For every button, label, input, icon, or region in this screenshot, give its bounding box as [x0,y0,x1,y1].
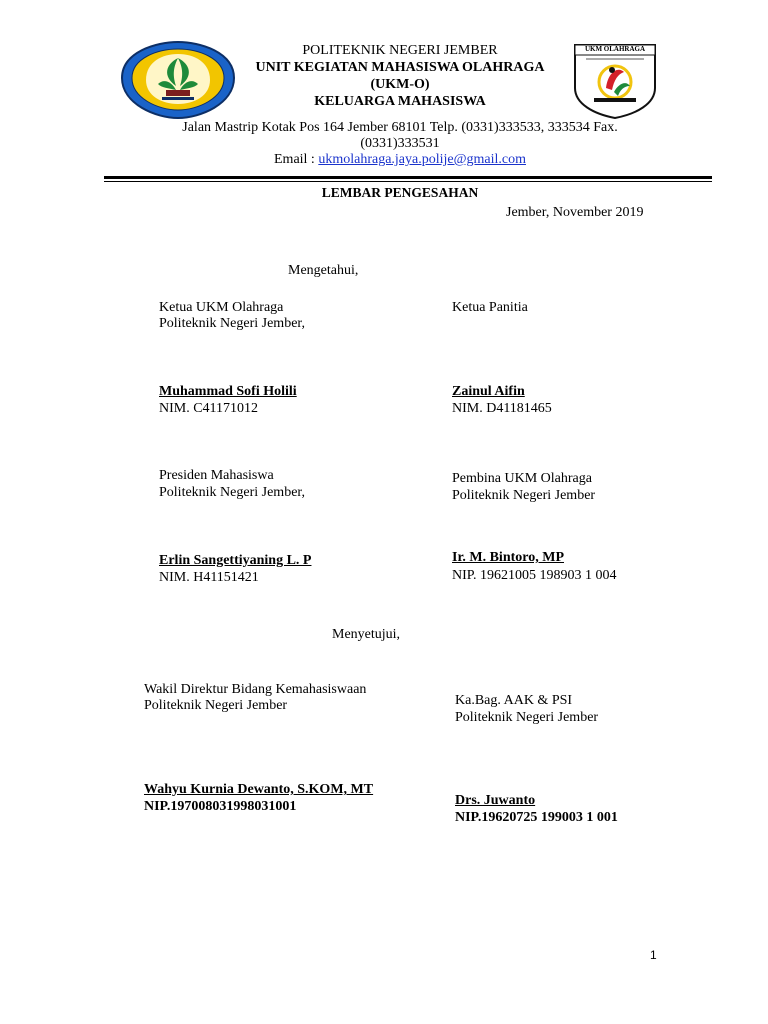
document-title: LEMBAR PENGESAHAN [321,185,479,200]
s3-name: Erlin Sangettiyaning L. P [159,553,312,568]
acknowledge-label: Mengetahui, [288,263,359,278]
family-name: KELUARGA MAHASISWA [314,94,486,109]
approve-label: Menyetujui, [332,627,401,642]
right-logo-title: UKM OLAHRAGA [584,45,646,53]
s1-role: Ketua UKM Olahraga [159,300,284,315]
s1-id: NIM. C41171012 [159,401,259,416]
s3-role: Presiden Mahasiswa [159,468,274,483]
place-date: Jember, November 2019 [506,205,644,220]
s2-id: NIM. D41181465 [452,401,552,416]
ukm-olahraga-logo [572,42,658,120]
s2-name: Zainul Aifin [452,384,525,399]
address-line-2: (0331)333531 [360,136,440,151]
email-link[interactable]: ukmolahraga.jaya.polije@gmail.com [318,152,526,167]
s5-name: Wahyu Kurnia Dewanto, S.KOM, MT [144,782,374,797]
email-line [200,151,600,168]
polije-logo [116,38,240,122]
s2-role: Ketua Panitia [452,300,528,315]
s4-role: Pembina UKM Olahraga [452,471,592,486]
s6-id: NIP.19620725 199003 1 001 [455,810,618,825]
s3-org: Politeknik Negeri Jember, [159,485,306,500]
s1-name: Muhammad Sofi Holili [159,384,297,399]
unit-abbreviation: (UKM-O) [370,77,430,92]
address-line-1: Jalan Mastrip Kotak Pos 164 Jember 68101 Telp. (0331)333533, 333534 Fax. [182,120,618,135]
s4-name: Ir. M. Bintoro, MP [452,550,564,565]
unit-name: UNIT KEGIATAN MAHASISWA OLAHRAGA [255,60,545,75]
s5-id: NIP.197008031998031001 [144,799,297,814]
s6-org: Politeknik Negeri Jember [455,710,599,725]
email-label: Email : [274,152,319,167]
header-rule-thin [104,181,712,182]
s5-role: Wakil Direktur Bidang Kemahasiswaan [144,682,367,697]
s6-name: Drs. Juwanto [455,793,536,808]
header-rule-thick [104,176,712,179]
page-number: 1 [650,948,657,962]
s1-org: Politeknik Negeri Jember, [159,316,306,331]
polije-logo-icon [116,38,240,122]
s3-id: NIM. H41151421 [159,570,259,585]
s5-org: Politeknik Negeri Jember [144,698,288,713]
s4-id: NIP. 19621005 198903 1 004 [452,568,617,583]
institution-name: POLITEKNIK NEGERI JEMBER [302,43,498,58]
s4-org: Politeknik Negeri Jember [452,488,596,503]
s6-role: Ka.Bag. AAK & PSI [455,693,573,708]
